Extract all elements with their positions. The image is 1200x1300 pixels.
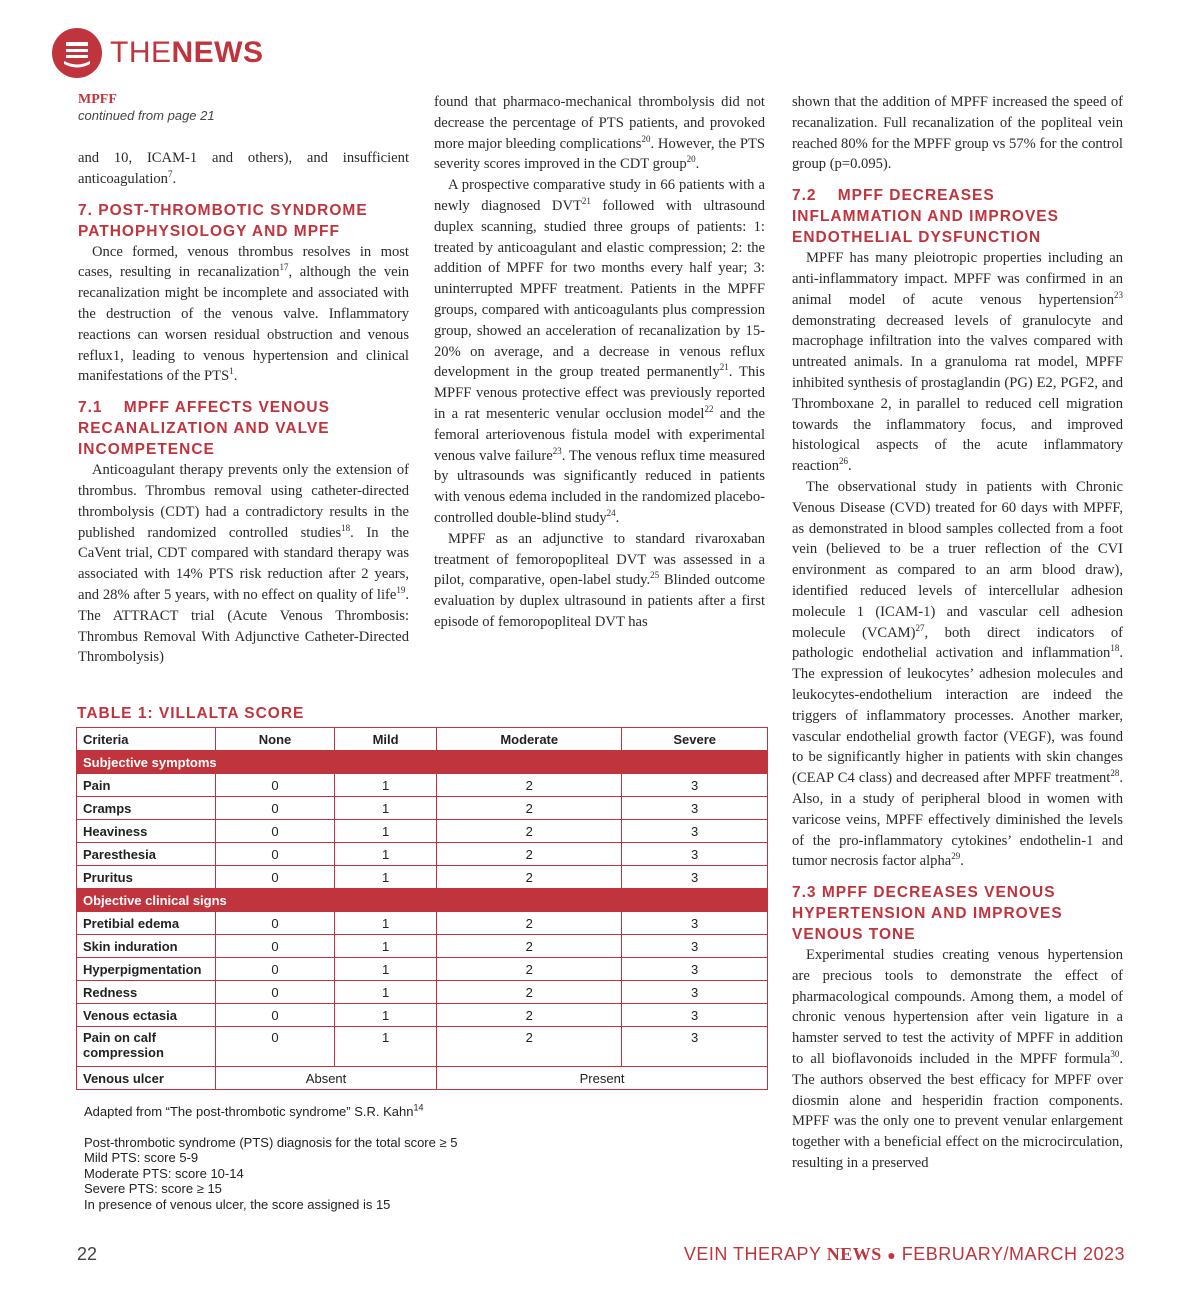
column-header: Criteria: [77, 728, 216, 751]
section-heading-7-3: 7.3 MPFF DECREASES VENOUS HYPERTENSION AND IMPROVES VENOUS TONE: [792, 884, 1063, 944]
score-cell: 3: [622, 820, 768, 843]
paragraph: Anticoagulant therapy prevents only the extension of thrombus. Thrombus removal using catheter-directed thrombolysis (CDT) had a contradictory results in the published randomized controlled studies$^{18}$. In the CaVent trial, CDT compared with standard therapy was associated with 14% PTS risk reduction after 2 years, and 28% after 5 years, with no effect on quality of life$^{19}$. The ATTRACT trial (Acute Venous Thrombosis: Thrombus Removal With Adjunctive Catheter-Directed Thrombolysis): [78, 462, 409, 666]
score-cell: 3: [622, 843, 768, 866]
score-cell: 0: [216, 912, 335, 935]
score-cell: 0: [216, 843, 335, 866]
score-cell: 1: [335, 912, 437, 935]
score-cell: 3: [622, 1027, 768, 1067]
score-cell: 1: [335, 958, 437, 981]
criteria-cell: Venous ulcer: [77, 1067, 216, 1090]
score-cell: 2: [437, 981, 622, 1004]
absent-cell: Absent: [216, 1067, 437, 1090]
table-notes: [84, 1104, 684, 1212]
column-left: [78, 92, 409, 668]
page-number: 22: [77, 1244, 98, 1264]
table-group-row: [77, 751, 768, 774]
magazine-logo-icon: [52, 28, 102, 78]
article-kicker: MPFF: [78, 92, 117, 107]
score-cell: 3: [622, 1004, 768, 1027]
present-cell: Present: [437, 1067, 768, 1090]
table-group-row: [77, 889, 768, 912]
paragraph: found that pharmaco-mechanical thrombolysis did not decrease the percentage of PTS patients, and provoked more major bleeding complications$^{20}$. However, the PTS severity scores improved in the CDT group$^{20}$.: [434, 94, 765, 173]
column-header: Moderate: [437, 728, 622, 751]
paragraph: Experimental studies creating venous hypertension are precious tools to demonstrate the effect of pharmacological compounds. Among them, a model of chronic venous hypertension after vein ligature in a hamster served to test the activity of MPFF in addition to all bioflavonoids included in the MPFF formula$^{30}$. The authors observed the best efficacy for MPFF over diosmin alone and hesperidin fraction components. MPFF was the only one to prevent venular enlargement together with a beneficial effect on the microcirculation, resulting in a preserved: [792, 947, 1123, 1172]
paragraph: The observational study in patients with Chronic Venous Disease (CVD) treated for 60 days with MPFF, as demonstrated in blood samples collected from a foot vein (believed to be a truer reflection of the CVI environment as compared to an arm blood draw), identified reduced levels of intercellular adhesion molecule 1 (ICAM-1) and vascular cell adhesion molecule (VCAM)$^{27}$, both direct indicators of pathologic endothelial activation and inflammation$^{18}$. The expression of leukocytes’ adhesion molecules and leukocytes-endothelium interaction are indeed the triggers of inflammatory processes. Another marker, vascular endothelial growth factor (VEGF), was found to be significantly higher in patients with skin changes (CEAP C4 class) and decreased after MPFF treatment$^{28}$. Also, in a study of peripheral blood in women with varicose veins, MPFF effectively diminished the levels of the pro-inflammatory cytokines’ endothelin-1 and tumor necrosis factor alpha$^{29}$.: [792, 478, 1123, 870]
table-row: [77, 935, 768, 958]
score-cell: 1: [335, 981, 437, 1004]
table-row: [77, 912, 768, 935]
section-heading-7-2: 7.2 MPFF DECREASES INFLAMMATION AND IMPROVES ENDOTHELIAL DYSFUNCTION: [792, 187, 1065, 247]
note-line: Post-thrombotic syndrome (PTS) diagnosis for the total score ≥ 5: [84, 1134, 458, 1150]
group-label: Objective clinical signs: [77, 889, 768, 912]
criteria-cell: Redness: [77, 981, 216, 1004]
score-cell: 1: [335, 843, 437, 866]
column-header: None: [216, 728, 335, 751]
table-row: [77, 843, 768, 866]
score-cell: 0: [216, 820, 335, 843]
paragraph: MPFF has many pleiotropic properties including an anti-inflammatory impact. MPFF was confirmed in an animal model of acute venous hypertension$^{23}$ demonstrating decreased levels of granulocyte and macrophage infiltration into the valves compared with untreated animals. In a granuloma rat model, MPFF inhibited synthesis of prostaglandin (PG) E2, PGF2, and Thromboxane 2, in parallel to reduced cell migration towards the inflammatory focus, and improved histological aspects of the acute inflammatory reaction$^{26}$.: [792, 250, 1123, 475]
table-row: [77, 1027, 768, 1067]
score-cell: 0: [216, 866, 335, 889]
score-cell: 1: [335, 1027, 437, 1067]
masthead-logo: [52, 28, 264, 78]
column-middle: [434, 92, 765, 633]
score-cell: 0: [216, 958, 335, 981]
table-header-row: [77, 728, 768, 751]
score-cell: 2: [437, 912, 622, 935]
score-cell: 1: [335, 797, 437, 820]
note-line: Mild PTS: score 5-9: [84, 1150, 199, 1165]
table-title: TABLE 1: VILLALTA SCORE: [77, 705, 305, 722]
column-right: [792, 92, 1123, 1174]
note-line: Severe PTS: score ≥ 15: [84, 1181, 222, 1196]
score-cell: 2: [437, 797, 622, 820]
criteria-cell: Cramps: [77, 797, 216, 820]
score-cell: 0: [216, 935, 335, 958]
criteria-cell: Pain on calf compression: [77, 1027, 216, 1067]
score-cell: 3: [622, 981, 768, 1004]
score-cell: 2: [437, 843, 622, 866]
score-cell: 0: [216, 1027, 335, 1067]
note-line: Moderate PTS: score 10-14: [84, 1165, 244, 1181]
criteria-cell: Pruritus: [77, 866, 216, 889]
source-note: Adapted from “The post-thrombotic syndrome” S.R. Kahn$^{14}$: [84, 1102, 424, 1119]
score-cell: 1: [335, 866, 437, 889]
column-header: Severe: [622, 728, 768, 751]
score-cell: 3: [622, 866, 768, 889]
section-heading-7: 7. POST-THROMBOTIC SYNDROME PATHOPHYSIOLOGY AND MPFF: [78, 201, 368, 240]
table-row: [77, 797, 768, 820]
score-cell: 2: [437, 820, 622, 843]
table-row: [77, 981, 768, 1004]
score-cell: 3: [622, 935, 768, 958]
note-line: In presence of venous ulcer, the score assigned is 15: [84, 1196, 391, 1212]
score-cell: 3: [622, 797, 768, 820]
paragraph: MPFF as an adjunctive to standard rivaroxaban treatment of femoropopliteal DVT was assessed in a pilot, comparative, open-label study.$^{25}$ Blinded outcome evaluation by duplex ultrasound in patients after a first episode of femoropopliteal DVT has: [434, 530, 765, 630]
paragraph: A prospective comparative study in 66 patients with a newly diagnosed DVT$^{21}$ followed with ultrasound duplex scanning, studied three groups of patients: 1: treated by anticoagulant and elastic compression; 2: the addition of MPFF for two months every half year; 3: uninterrupted MPFF treatment. Patients in the MPFF groups, compared with anticoagulants plus compression group, showed an acceleration of recanalization by 15-20% on average, and a decrease in venous reflux development in the group treated permanently$^{21}$. This MPFF venous protective effect was previously reported in a rat mesenteric venular occlusion model$^{22}$ and the femoral arteriovenous fistula model with experimental venous valve failure$^{23}$. The venous reflux time measured by ultrasounds was significantly reduced in patients with venous edema included in the randomized placebo-controlled double-blind study$^{24}$.: [434, 177, 765, 526]
table-row: [77, 774, 768, 797]
score-cell: 0: [216, 981, 335, 1004]
score-cell: 1: [335, 935, 437, 958]
group-label: Subjective symptoms: [77, 751, 768, 774]
score-cell: 0: [216, 797, 335, 820]
score-cell: 0: [216, 1004, 335, 1027]
score-cell: 1: [335, 1004, 437, 1027]
criteria-cell: Pretibial edema: [77, 912, 216, 935]
score-cell: 0: [216, 774, 335, 797]
column-header: Mild: [335, 728, 437, 751]
score-cell: 2: [437, 958, 622, 981]
score-cell: 3: [622, 958, 768, 981]
continued-note: continued from page 21: [78, 108, 215, 123]
criteria-cell: Pain: [77, 774, 216, 797]
score-cell: 2: [437, 935, 622, 958]
table-row: [77, 1004, 768, 1027]
paragraph: shown that the addition of MPFF increased the speed of recanalization. Full recanalization of the popliteal vein reached 80% for the MPFF group vs 57% for the control group (p=0.095).: [792, 94, 1123, 173]
score-cell: 2: [437, 1027, 622, 1067]
criteria-cell: Venous ectasia: [77, 1004, 216, 1027]
table-row: [77, 866, 768, 889]
table-row: [77, 958, 768, 981]
criteria-cell: Skin induration: [77, 935, 216, 958]
criteria-cell: Paresthesia: [77, 843, 216, 866]
paragraph: and 10, ICAM-1 and others), and insufficient anticoagulation$^7$.: [78, 150, 409, 187]
criteria-cell: Heaviness: [77, 820, 216, 843]
publication-footer: VEIN THERAPY NEWS ● FEBRUARY/MARCH 2023: [683, 1244, 1125, 1264]
table-row: [77, 1067, 768, 1090]
score-cell: 2: [437, 774, 622, 797]
score-cell: 2: [437, 866, 622, 889]
table-row: [77, 820, 768, 843]
masthead-title: THENEWS: [110, 36, 264, 69]
criteria-cell: Hyperpigmentation: [77, 958, 216, 981]
score-cell: 3: [622, 912, 768, 935]
section-heading-7-1: 7.1 MPFF AFFECTS VENOUS RECANALIZATION AND VALVE INCOMPETENCE: [78, 399, 336, 459]
score-cell: 2: [437, 1004, 622, 1027]
villalta-score-table: [76, 727, 768, 1090]
score-cell: 1: [335, 820, 437, 843]
bullet-icon: ●: [887, 1247, 897, 1263]
score-cell: 1: [335, 774, 437, 797]
paragraph: Once formed, venous thrombus resolves in most cases, resulting in recanalization$^{17}$, although the vein recanalization might be incomplete and associated with the destruction of the venous valve. Inflammatory reactions can worsen residual obstruction and venous reflux1, leading to venous hypertension and clinical manifestations of the PTS$^1$.: [78, 243, 410, 385]
score-cell: 3: [622, 774, 768, 797]
